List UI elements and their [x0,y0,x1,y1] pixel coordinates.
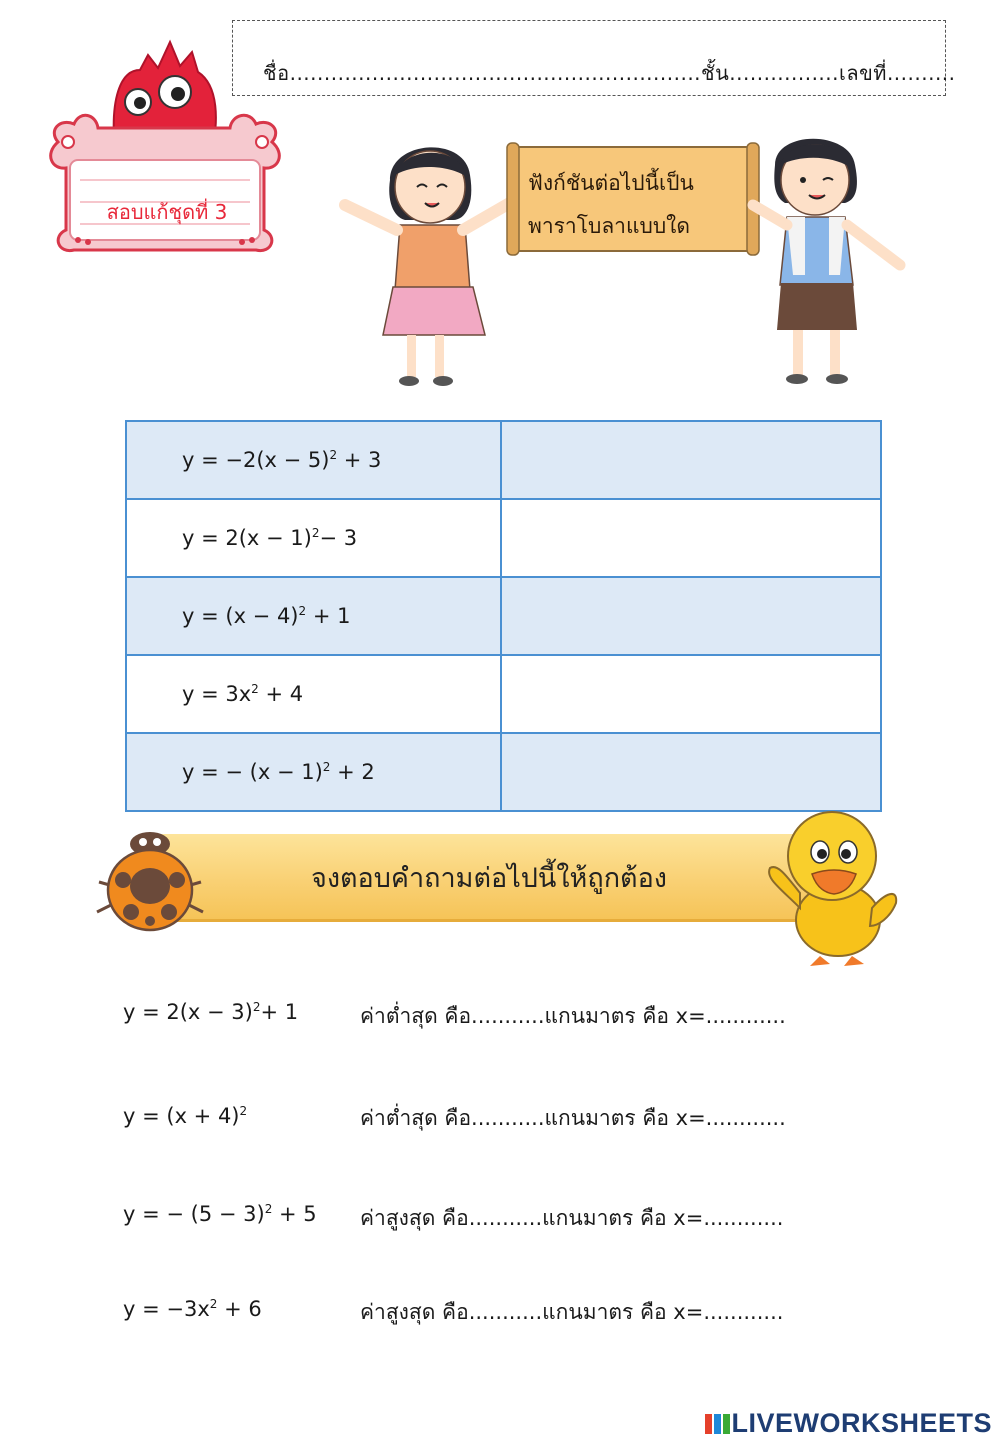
instruction-text: จงตอบคำถามต่อไปนี้ให้ถูกต้อง [311,863,667,894]
question-4-prompt[interactable]: ค่าสูงสุด คือ...........แกนมาตร คือ x=............ [360,1300,784,1324]
equation-cell: $y = 3x^2 + 4$ [126,655,501,733]
question-1-prompt[interactable]: ค่าต่ำสุด คือ...........แกนมาตร คือ x=............ [360,1004,786,1028]
badge-label: สอบแก้ชุดที่ 3 [106,200,228,224]
table-row [126,499,881,577]
answer-cell[interactable] [501,577,881,655]
table-row [126,655,881,733]
question-3-equation: y = − $(5 - 3)^2 + 5$ [123,1202,317,1226]
equation-cell: $y = -2(x - 5)^2 + 3$ [126,421,501,499]
question-4-equation: $y = -3x^2 + 6$ [123,1297,262,1321]
scroll-line-1: ฟังก์ชันต่อไปนี้เป็น [528,171,694,195]
student-info-line[interactable]: ชื่อ............................................................ชั้น................เลขที่.......... [263,61,956,85]
liveworksheets-logo-text: LIVEWORKSHEETS [731,1408,992,1438]
answer-cell[interactable] [501,421,881,499]
equation-cell: y = − $(x - 1)^2 + 2$ [126,733,501,811]
question-2-equation: $y = (x + 4)^2$ [123,1104,248,1128]
question-2-prompt[interactable]: ค่าต่ำสุด คือ...........แกนมาตร คือ x=............ [360,1106,786,1130]
ladybug-icon [95,826,205,934]
question-1-equation: $y = 2(x - 3)^2+ 1$ [123,1000,299,1024]
table-row [126,577,881,655]
parabola-type-table [125,420,882,812]
table-row [126,421,881,499]
equation-cell: $y = 2(x - 1)^2- 3$ [126,499,501,577]
duck-icon [760,808,905,970]
answer-cell[interactable] [501,499,881,577]
scroll-line-2: พาราโบลาแบบใด [528,214,691,238]
question-3-prompt[interactable]: ค่าสูงสุด คือ...........แกนมาตร คือ x=............ [360,1206,784,1230]
liveworksheets-logo-icon [705,1413,731,1435]
answer-cell[interactable] [501,733,881,811]
student-info-box [232,20,956,96]
answer-cell[interactable] [501,655,881,733]
equation-cell: $y = (x - 4)^2 + 1$ [126,577,501,655]
table-row [126,733,881,811]
scroll-banner-text [528,162,748,248]
liveworksheets-logo [705,1408,992,1439]
